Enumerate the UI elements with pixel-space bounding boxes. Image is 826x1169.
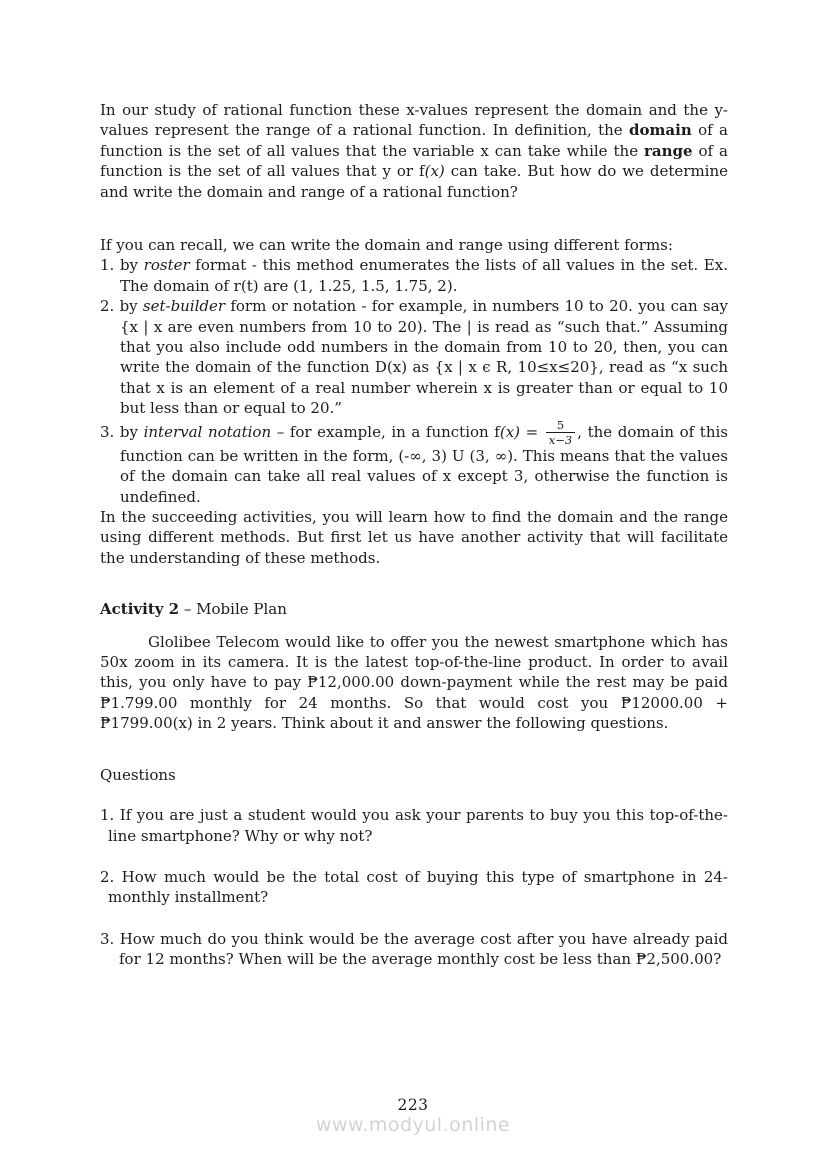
list-item-roster-format: 1. by roster format - this method enumerates the lists of all values in the set. Ex. The domain of r(t) are (1, 1.25, 1.5, 1.75, 2). (100, 256, 728, 295)
forms-list-section (100, 235, 728, 507)
paragraph-domain-range-intro: In our study of rational function these x-values represent the domain and the y-values represent the range of a rational function. In definition, the domain of a function is the set of all values that the variable x can take while the range of a function is the set of all values that y or f(x) can take. But how do we determine and write the domain and range of a rational function? (100, 101, 729, 201)
questions-heading: Questions (100, 765, 176, 784)
question-3: 3. How much do you think would be the average cost after you have already paid for 12 months? When will be the average monthly cost be less than ₱2,500.00? (100, 929, 728, 969)
inline-fraction: $\frac{5}{x-3}$ (546, 419, 575, 446)
page-content (100, 100, 728, 991)
activity-2-heading: Activity 2 – Mobile Plan (100, 600, 287, 619)
page-number: 223 (397, 1096, 429, 1114)
list-item-interval-notation: 3. by interval notation – for example, in a function f(x) = $\frac{5}{x-3}$ , the domain of this function can be written in the form, (-∞, 3) U (3, ∞). This means that the values of the domain can take all real values of x except 3, otherwise the function is undefined. (100, 417, 728, 506)
paragraph-mobile-plan: Glolibee Telecom would like to offer you the newest smartphone which has 50x zoom in its camera. It is the latest top-of-the-line product. In order to avail this, you only have to pay ₱12,000.00 down-payment while the rest may be paid ₱1.799.00 monthly for 24 months. So that would cost you ₱12000.00 + ₱1799.00(x) in 2 years. Think about it and answer the following questions. (100, 632, 728, 733)
paragraph-succeeding-activities: In the succeeding activities, you will learn how to find the domain and the range using different methods. But first let us have another activity that will facilitate the understanding of these methods. (100, 508, 728, 567)
question-1: 1. If you are just a student would you ask your parents to buy you this top-of-the-line smartphone? Why or why not? (100, 806, 728, 845)
watermark-url: www.modyul.online (315, 1114, 511, 1136)
list-item-set-builder: 2. by set-builder form or notation - for example, in numbers 10 to 20. you can say {x | x are even numbers from 10 to 20). The | is read as “such that.” Assuming that you also include odd numbers in the domain from 10 to 20, then, you can write the domain of the function D(x) as {x | x ϵ R, 10≤x≤20}, read as “x such that x is an element of a real number wherein x is greater than or equal to 10 but less than or equal to 20.” (100, 297, 728, 418)
question-2: 2. How much would be the total cost of buying this type of smartphone in 24-monthly installment? (100, 867, 728, 907)
forms-intro-line: If you can recall, we can write the domain and range using different forms: (100, 236, 673, 255)
